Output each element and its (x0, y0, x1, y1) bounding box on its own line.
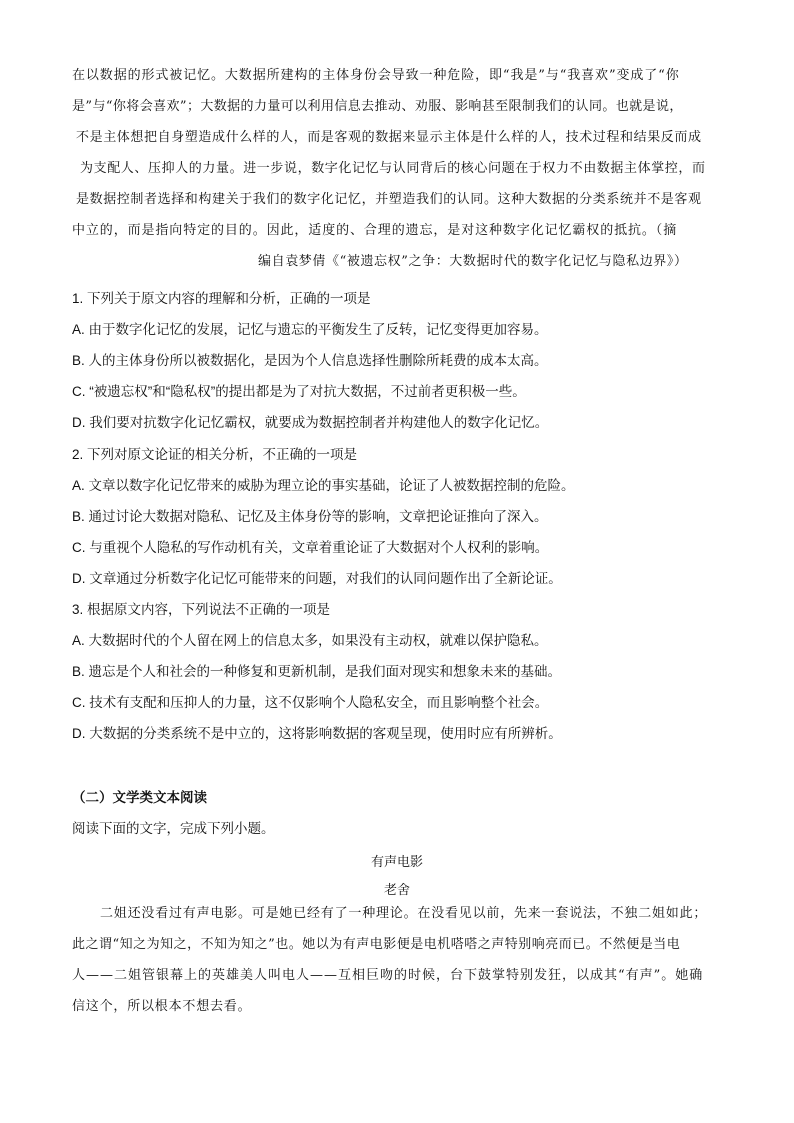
question-1-option-b: B. 人的主体身份所以被数据化，是因为个人信息选择性删除所耗费的成本太高。 (72, 353, 548, 368)
passage-line: 不是主体想把自身塑造成什么样的人，而是客观的数据来显示主体是什么样的人，技术过程和结果反而成 (76, 130, 702, 145)
section-heading: （二）文学类文本阅读 (72, 790, 207, 805)
question-3-option-d: D. 大数据的分类系统不是中立的，这将影响数据的客观呈现，使用时应有所辨析。 (72, 726, 562, 741)
question-2-option-d: D. 文章通过分析数字化记忆可能带来的问题，对我们的认同问题作出了全新论证。 (72, 571, 562, 586)
question-2-option-c: C. 与重视个人隐私的写作动机有关，文章着重论证了大数据对个人权利的影响。 (72, 540, 549, 555)
passage-line: 是”与“你将会喜欢”；大数据的力量可以利用信息去推动、劝服、影响甚至限制我们的认同。也就是说， (72, 99, 683, 114)
story-author: 老舍 (383, 883, 410, 898)
story-body (72, 898, 732, 1022)
question-1-option-a: A. 由于数字化记忆的发展，记忆与遗忘的平衡发生了反转，记忆变得更加容易。 (72, 322, 548, 337)
story-line: 人——二姐管银幕上的英雄美人叫电人——互相巨吻的时候，台下鼓掌特别发狂，以成其“有声”。她确 (72, 968, 704, 983)
question-1-option-c: C. “被遗忘权”和“隐私权”的提出都是为了对抗大数据，不过前者更积极一些。 (72, 384, 526, 399)
question-2-option-a: A. 文章以数字化记忆带来的威胁为理立论的事实基础，论证了人被数据控制的危险。 (72, 478, 575, 493)
story-line: 二姐还没看过有声电影。可是她已经有了一种理论。在没看见以前，先来一套说法，不独二姐如此； (100, 906, 708, 921)
passage-line: 在以数据的形式被记忆。大数据所建构的主体身份会导致一种危险，即“我是”与“我喜欢”变成了“你 (72, 68, 680, 83)
story-line: 信这个，所以根本不想去看。 (72, 999, 252, 1014)
passage-line: 为支配人、压抑人的力量。进一步说，数字化记忆与认同背后的核心问题在于权力不由数据主体掌控，而 (80, 161, 706, 176)
question-3-option-c: C. 技术有支配和压抑人的力量，这不仅影响个人隐私安全，而且影响整个社会。 (72, 695, 549, 710)
story-title: 有声电影 (370, 855, 423, 870)
passage-line: 是数据控制者选择和构建关于我们的数字化记忆，并塑造我们的认同。这种大数据的分类系统并不是客观 (76, 192, 702, 207)
question-3-option-a: A. 大数据时代的个人留在网上的信息太多，如果没有主动权，就难以保护隐私。 (72, 633, 548, 648)
passage-citation: 编自袁梦倩《“被遗忘权”之争：大数据时代的数字化记忆与隐私边界》） (258, 254, 688, 269)
question-2-stem: 2. 下列对原文论证的相关分析，不正确的一项是 (72, 447, 358, 462)
passage-excerpt (72, 60, 732, 277)
question-3-option-b: B. 遗忘是个人和社会的一种修复和更新机制，是我们面对现实和想象未来的基础。 (72, 664, 562, 679)
question-3-stem: 3. 根据原文内容，下列说法不正确的一项是 (72, 602, 331, 617)
question-1-option-d: D. 我们要对抗数字化记忆霸权，就要成为数据控制者并构建他人的数字化记忆。 (72, 415, 549, 430)
passage-line: 中立的，而是指向特定的目的。因此，适度的、合理的遗忘，是对这种数字化记忆霸权的抵抗。（摘 (72, 223, 678, 238)
section-instruction: 阅读下面的文字，完成下列小题。 (72, 821, 275, 836)
story-line: 此之谓“知之为知之，不知为知之”也。她以为有声电影便是电机嗒嗒之声特别响亮而已。不然便是当电 (72, 937, 681, 952)
question-2-option-b: B. 通过讨论大数据对隐私、记忆及主体身份等的影响，文章把论证推向了深入。 (72, 509, 548, 524)
question-1-stem: 1. 下列关于原文内容的理解和分析，正确的一项是 (72, 291, 371, 306)
